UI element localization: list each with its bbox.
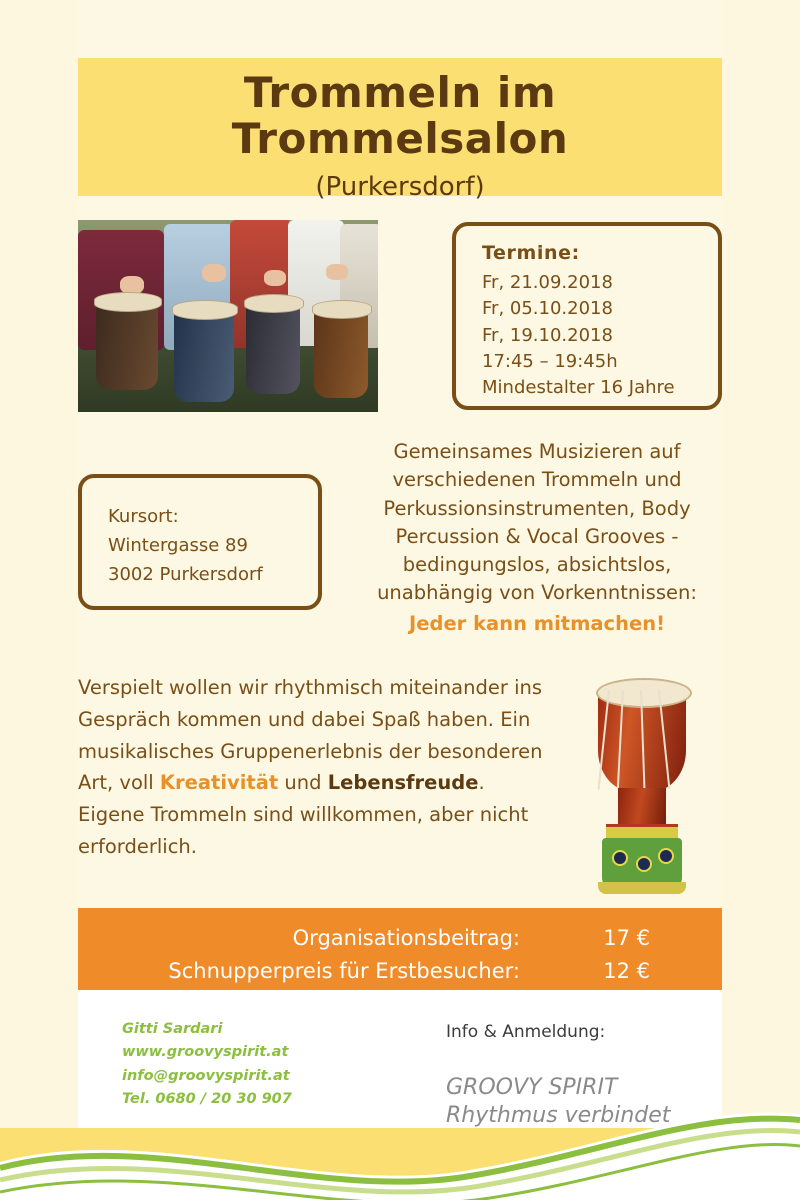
- price-row: [78, 922, 722, 955]
- photo-drum-4: [314, 306, 368, 398]
- page-title: Trommeln im Trommelsalon: [231, 68, 569, 164]
- photo-hand-4: [326, 264, 348, 280]
- photo-drum-3: [246, 300, 300, 394]
- contact-name: Gitti Sardari: [122, 1021, 223, 1037]
- body-text-part-3: . Eigene Trommeln sind willkommen, aber nicht erforderlich.: [78, 771, 529, 858]
- djembe-drum-illustration: [560, 672, 725, 900]
- termine-minimum-age: Mindestalter 16 Jahre: [482, 377, 675, 399]
- body-paragraph: [78, 672, 548, 863]
- photo-drumhead-4: [312, 300, 372, 319]
- photo-drumhead-3: [244, 294, 304, 313]
- intro-text: Gemeinsames Musizieren auf verschiedenen Trommeln und Perkussionsinstrumenten, Body Percussion & Vocal Grooves - bedingungslos, absichtslos, unabhängig von Vorkenntnissen:: [377, 440, 697, 605]
- photo-drum-2: [174, 306, 234, 402]
- contact-website[interactable]: www.groovyspirit.at: [122, 1044, 289, 1061]
- contact-email[interactable]: info@groovyspirit.at: [122, 1067, 290, 1084]
- price-label-2: Schnupperpreis für Erstbesucher:: [168, 958, 520, 983]
- price-row: [78, 955, 722, 988]
- djembe-base-dot-3: [658, 848, 674, 864]
- termine-date-1: Fr, 21.09.2018: [482, 272, 613, 293]
- kursort-street: Wintergasse 89: [108, 535, 248, 557]
- info-registration-label: Info & Anmeldung:: [446, 1022, 606, 1042]
- photo-drumhead-2: [172, 300, 238, 320]
- drum-circle-photo: [78, 220, 378, 412]
- kursort-box: [78, 474, 322, 610]
- price-value-1: 17 €: [603, 926, 650, 950]
- title-banner: [78, 58, 722, 203]
- kursort-city: 3002 Purkersdorf: [108, 564, 263, 586]
- djembe-base-dot-1: [612, 850, 628, 866]
- djembe-foot: [598, 882, 686, 894]
- brand-slogan: Rhythmus verbindet: [446, 1102, 671, 1128]
- body-text-part-2: und: [278, 771, 328, 795]
- photo-hand-3: [264, 270, 286, 286]
- right-margin: [722, 0, 800, 1200]
- body-keyword-kreativitaet: Kreativität: [159, 771, 279, 795]
- price-value-2: 12 €: [603, 958, 650, 983]
- contact-phone: Tel. 0680 / 20 30 907: [122, 1091, 292, 1108]
- body-keyword-lebensfreude: Lebensfreude: [327, 771, 479, 795]
- photo-drumhead-1: [94, 292, 162, 312]
- photo-hand-2: [202, 264, 226, 282]
- termine-date-3: Fr, 19.10.2018: [482, 324, 613, 346]
- bottom-swoosh-decoration: [0, 1070, 800, 1200]
- brand-name: GROOVY SPIRIT: [446, 1075, 618, 1100]
- termine-time: 17:45 – 19:45h: [482, 350, 618, 372]
- page-subtitle: (Purkersdorf): [315, 172, 485, 203]
- price-band: [78, 908, 722, 990]
- left-margin: [0, 0, 78, 1200]
- price-label-1: Organisationsbeitrag:: [292, 926, 520, 950]
- termine-date-2: Fr, 05.10.2018: [482, 298, 613, 320]
- body-text-part-1: Verspielt wollen wir rhythmisch miteinander ins Gespräch kommen und dabei Spaß haben. Ein musikalisches Gruppenerlebnis der besonderen Art, voll: [78, 676, 543, 795]
- djembe-head: [596, 678, 692, 708]
- djembe-base: [602, 838, 682, 888]
- intro-paragraph: [352, 438, 722, 638]
- termine-heading: Termine:: [482, 242, 580, 264]
- intro-highlight: Jeder kann mitmachen!: [409, 611, 665, 635]
- kursort-label: Kursort:: [108, 506, 179, 527]
- termine-box: [452, 222, 722, 410]
- djembe-base-dot-2: [636, 856, 652, 872]
